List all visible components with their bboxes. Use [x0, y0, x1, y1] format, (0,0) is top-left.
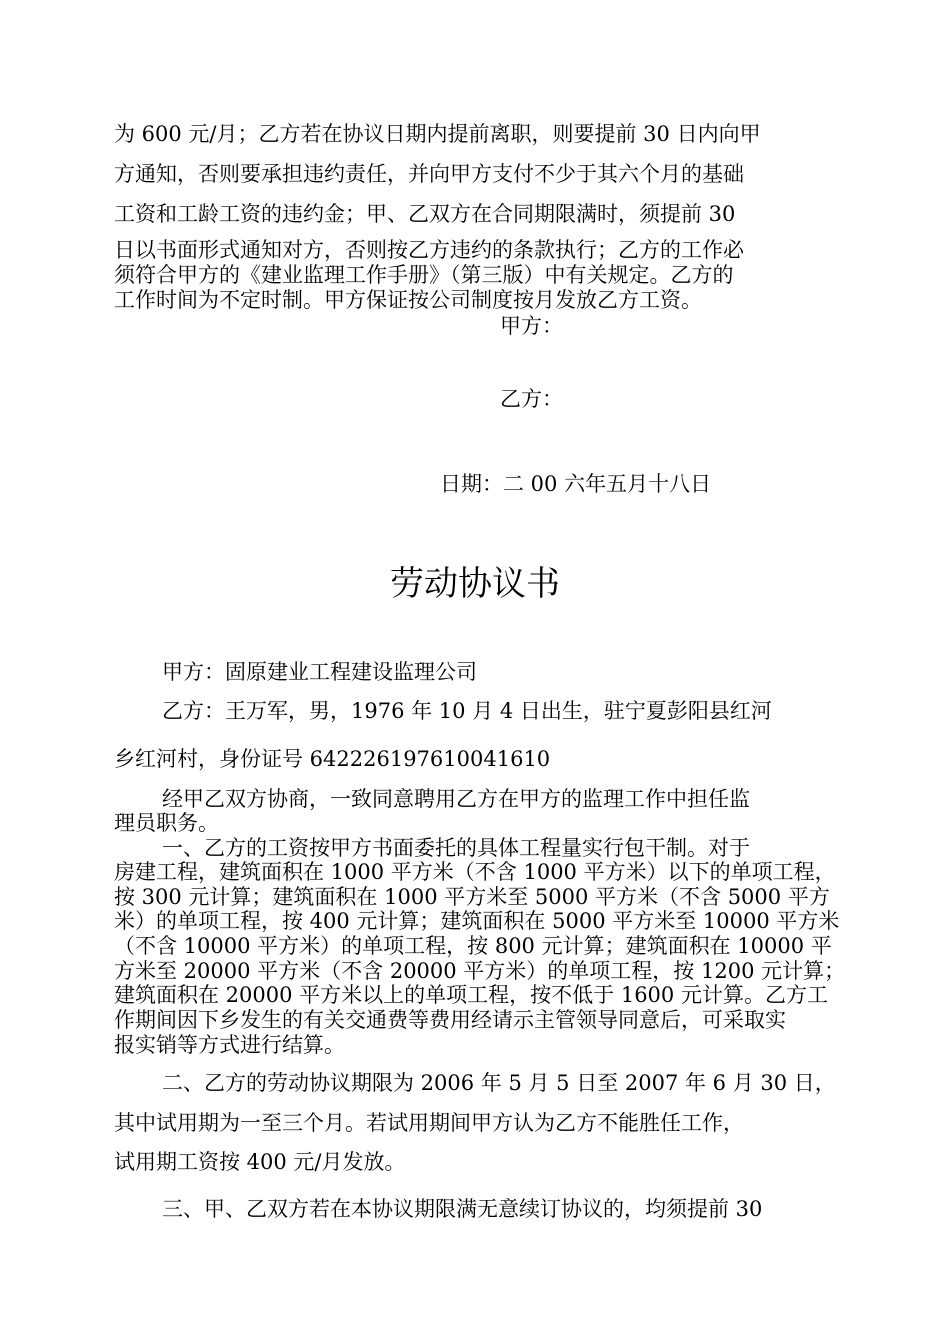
- party-a-signature-label: 甲方：: [500, 314, 563, 338]
- text-line: 房建工程，建筑面积在 1000 平方米（不含 1000 平方米）以下的单项工程，: [114, 860, 836, 884]
- text-line: 经甲乙双方协商，一致同意聘用乙方在甲方的监理工作中担任监: [162, 787, 750, 811]
- signature-date: 日期：二 00 六年五月十八日: [440, 472, 712, 496]
- text-line: （不含 10000 平方米）的单项工程，按 800 元计算；建筑面积在 10000 平: [114, 934, 832, 958]
- text-line: 工资和工龄工资的违约金；甲、乙双方在合同期限满时，须提前 30: [114, 202, 736, 226]
- text-line: 报实销等方式进行结算。: [114, 1033, 345, 1057]
- text-line: 须符合甲方的《建业监理工作手册》（第三版）中有关规定。乙方的: [114, 263, 734, 287]
- agreement-title: 劳动协议书: [390, 564, 560, 604]
- text-line: 工作时间为不定时制。甲方保证按公司制度按月发放乙方工资。: [114, 288, 702, 312]
- party-b-signature-label: 乙方：: [500, 387, 563, 411]
- text-line: 试用期工资按 400 元/月发放。: [114, 1150, 406, 1174]
- text-line: 方通知，否则要承担违约责任，并向甲方支付不少于其六个月的基础: [114, 162, 744, 186]
- text-line: 方米至 20000 平方米（不含 20000 平方米）的单项工程，按 1200 元计算；: [114, 959, 846, 983]
- text-line: 日以书面形式通知对方，否则按乙方违约的条款执行；乙方的工作必: [114, 238, 744, 262]
- text-line: 米）的单项工程，按 400 元计算；建筑面积在 5000 平方米至 10000 平方米: [114, 909, 840, 933]
- text-line: 作期间因下乡发生的有关交通费等费用经请示主管领导同意后，可采取实: [114, 1008, 786, 1032]
- text-line: 理员职务。: [114, 811, 219, 835]
- text-line: 建筑面积在 20000 平方米以上的单项工程，按不低于 1600 元计算。乙方工: [114, 983, 828, 1007]
- party-a-line: 甲方：固原建业工程建设监理公司: [162, 660, 477, 684]
- text-line: 一、乙方的工资按甲方书面委托的具体工程量实行包干制。对于: [162, 836, 750, 860]
- text-line: 按 300 元计算；建筑面积在 1000 平方米至 5000 平方米（不含 5000 平方: [114, 885, 830, 909]
- text-line: 三、甲、乙双方若在本协议期限满无意续订协议的，均须提前 30: [162, 1197, 763, 1221]
- text-line: 二、乙方的劳动协议期限为 2006 年 5 月 5 日至 2007 年 6 月 30 日，: [162, 1071, 836, 1095]
- text-line: 为 600 元/月；乙方若在协议日期内提前离职，则要提前 30 日内向甲: [114, 122, 761, 146]
- party-b-line: 乙方：王万军，男，1976 年 10 月 4 日出生，驻宁夏彭阳县红河: [162, 699, 772, 723]
- party-b-line-continued: 乡红河村，身份证号 642226197610041610: [114, 747, 551, 771]
- text-line: 其中试用期为一至三个月。若试用期间甲方认为乙方不能胜任工作，: [114, 1111, 744, 1135]
